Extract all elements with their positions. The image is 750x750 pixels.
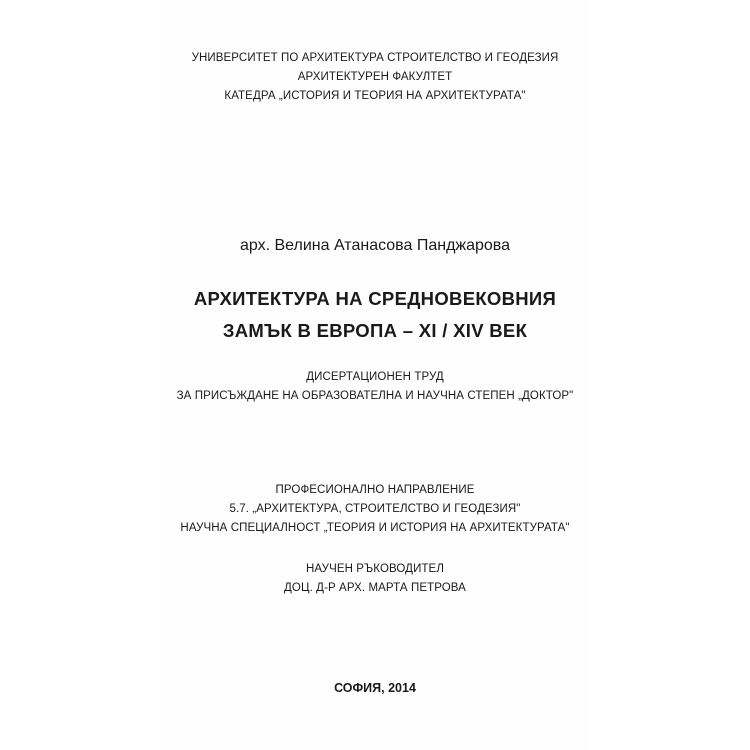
- title-line-2: ЗАМЪК В ЕВРОПА – XI / XIV ВЕК: [222, 320, 528, 341]
- thesis-type: ДИСЕРТАЦИОНЕН ТРУД: [306, 371, 444, 383]
- supervisor-name: ДОЦ. Д-Р АРХ. МАРТА ПЕТРОВА: [284, 582, 466, 594]
- title-line-1: АРХИТЕКТУРА НА СРЕДНОВЕКОВНИЯ: [193, 288, 557, 309]
- university-name: УНИВЕРСИТЕТ ПО АРХИТЕКТУРА СТРОИТЕЛСТВО И ГЕОДЕЗИЯ: [191, 52, 559, 64]
- field-label: ПРОФЕСИОНАЛНО НАПРАВЛЕНИЕ: [275, 484, 475, 496]
- field-value: 5.7. „АРХИТЕКТУРА, СТРОИТЕЛСТВО И ГЕОДЕЗИЯ": [229, 503, 521, 515]
- supervisor-label: НАУЧЕН РЪКОВОДИТЕЛ: [306, 563, 444, 575]
- thesis-purpose: ЗА ПРИСЪЖДАНЕ НА ОБРАЗОВАТЕЛНА И НАУЧНА СТЕПЕН „ДОКТОР": [176, 390, 574, 402]
- place-year: СОФИЯ, 2014: [334, 681, 416, 695]
- author-name: арх. Велина Атанасова Панджарова: [239, 237, 511, 254]
- specialty: НАУЧНА СПЕЦИАЛНОСТ „ТЕОРИЯ И ИСТОРИЯ НА АРХИТЕКТУРАТА": [180, 522, 570, 534]
- faculty-name: АРХИТЕКТУРЕН ФАКУЛТЕТ: [297, 71, 453, 83]
- department-name: КАТЕДРА „ИСТОРИЯ И ТЕОРИЯ НА АРХИТЕКТУРАТА": [224, 90, 526, 102]
